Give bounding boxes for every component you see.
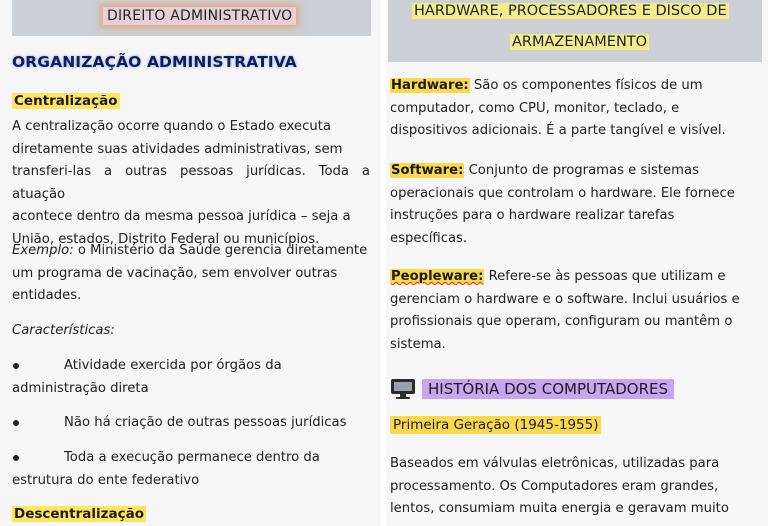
monitor-icon <box>390 378 416 400</box>
text-line <box>390 160 762 183</box>
section-title: ORGANIZAÇÃO ADMINISTRATIVA <box>12 53 297 71</box>
software-text: Conjunto de programas e sistemas <box>464 163 699 178</box>
hardware-text: São os componentes físicos de um <box>469 78 703 93</box>
history-title: HISTÓRIA DOS COMPUTADORES <box>422 379 674 399</box>
right-banner-title-line2: ARMAZENAMENTO <box>512 34 648 50</box>
generation-paragraph <box>390 453 762 521</box>
text-line: lentos, consumiam muita energia e geravam muito <box>390 501 729 516</box>
text-line: entidades. <box>12 288 82 303</box>
text-line: dispositivos adicionais. É a parte tangível e visível. <box>390 123 726 138</box>
peopleware-text: Refere-se às pessoas que utilizam e <box>484 269 726 284</box>
text-line: profissionais que operam, configuram ou mantêm o <box>390 314 733 329</box>
text-line: Atividade exercida por órgãos da <box>64 358 282 373</box>
left-banner-title: DIREITO ADMINISTRATIVO <box>103 7 296 25</box>
text-line: operacionais que controlam o hardware. Ele fornece <box>390 185 735 201</box>
text-line: acontece dentro da mesma pessoa jurídica – seja a <box>12 209 351 224</box>
right-note-column <box>386 0 768 526</box>
text-line: instruções para o hardware realizar tarefas <box>390 208 675 223</box>
left-banner <box>12 0 371 36</box>
descentralizacao-heading-label: Descentralização <box>14 506 144 522</box>
bullet-item <box>12 355 370 400</box>
history-heading <box>390 376 674 402</box>
text-line: um programa de vacinação, sem envolver outras <box>12 265 338 281</box>
text-line <box>390 266 762 289</box>
generation-title: Primeira Geração (1945-1955) <box>390 416 601 434</box>
text-line: computador, como CPU, monitor, teclado, e <box>390 100 680 116</box>
descentralizacao-heading <box>12 506 146 522</box>
peopleware-paragraph <box>390 266 762 356</box>
example-paragraph <box>12 240 370 308</box>
centralizacao-heading-label: Centralização <box>14 93 118 109</box>
centralizacao-heading <box>12 93 120 109</box>
software-term: Software: <box>391 163 464 178</box>
text-line: Toda a execução permanece dentro da <box>64 450 320 465</box>
text-line: transferi-las a outras pessoas jurídicas. Toda a atuação <box>12 164 370 202</box>
text-line: Não há criação de outras pessoas jurídicas <box>64 415 347 430</box>
text-line: União, estados, Distrito Federal ou municípios. <box>12 231 320 247</box>
bullet-item <box>12 412 370 435</box>
centralizacao-paragraph <box>12 116 370 251</box>
text-line <box>390 75 762 98</box>
peopleware-term: Peopleware: <box>391 269 484 284</box>
text-line: específicas. <box>390 230 468 246</box>
text-line: diretamente suas atividades administrativas, sem <box>12 141 343 157</box>
text-line: Baseados em válvulas eletrônicas, utilizadas para <box>390 456 720 471</box>
text-line: processamento. Os Computadores eram grandes, <box>390 478 719 494</box>
text-line: sistema. <box>390 336 446 352</box>
bullet-item <box>12 447 370 492</box>
text-line: A centralização ocorre quando o Estado executa <box>12 119 331 134</box>
hardware-term: Hardware: <box>391 78 469 93</box>
text-line: administração direta <box>12 380 149 396</box>
text-line <box>12 240 370 263</box>
example-label: Exemplo: <box>12 243 74 258</box>
example-text: o Ministério da Saúde gerencia diretamente <box>73 243 368 258</box>
left-note-column <box>0 0 381 526</box>
right-banner-title-line1: HARDWARE, PROCESSADORES E DISCO DE <box>414 3 727 19</box>
software-paragraph <box>390 160 762 250</box>
hardware-paragraph <box>390 75 762 143</box>
text-line: gerenciam o hardware e o software. Inclui usuários e <box>390 291 740 307</box>
text-line: estrutura do ente federativo <box>12 472 200 488</box>
characteristics-label: Características: <box>12 323 115 338</box>
right-banner <box>388 0 762 62</box>
